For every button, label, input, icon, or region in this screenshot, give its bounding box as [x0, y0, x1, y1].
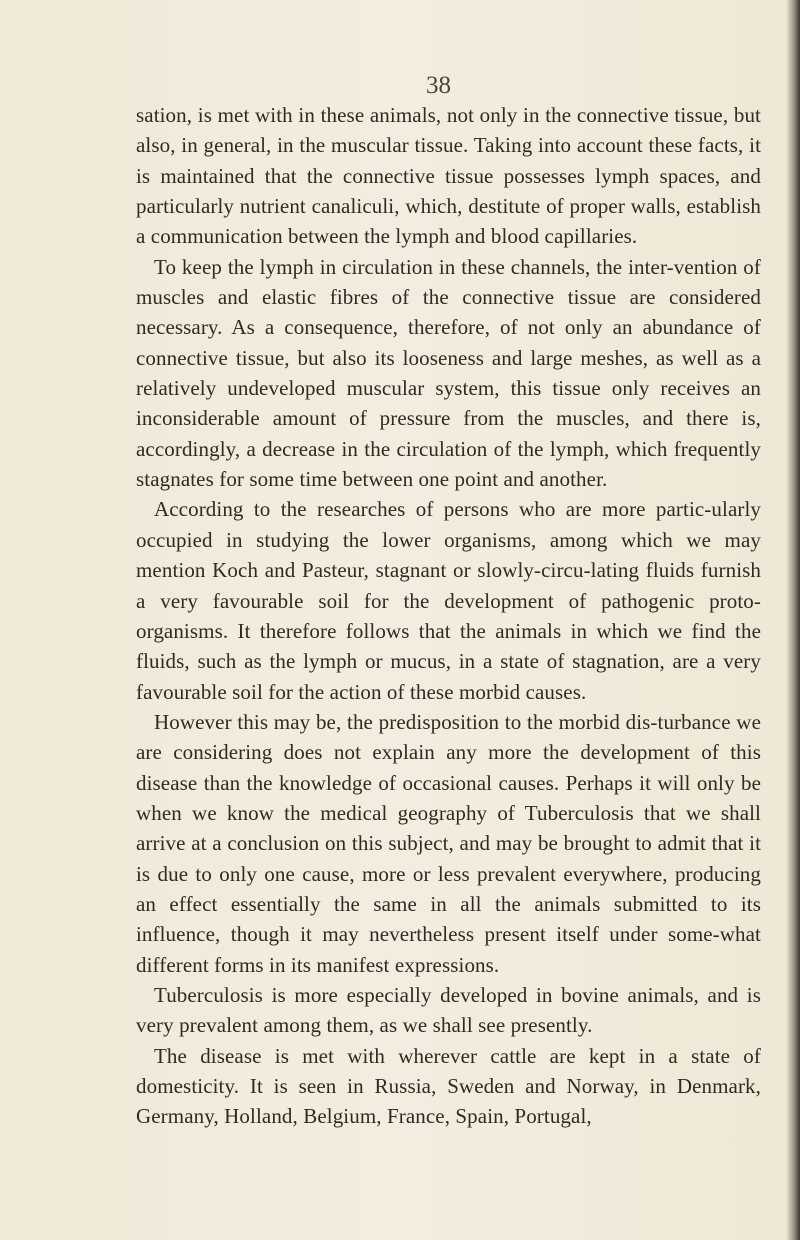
page-edge-shadow [786, 0, 800, 1240]
paragraph-2: To keep the lymph in circulation in these channels, the inter-vention of muscles and elastic fibres of the connective tissue are considered necessary. As a consequence, therefore, of not only an abundance of connective tissue, but also its looseness and large meshes, as well as a relatively undeveloped muscular system, this tissue only receives an inconsiderable amount of pressure from the muscles, and there is, accordingly, a decrease in the circulation of the lymph, which frequently stagnates for some time between one point and another. [136, 254, 761, 492]
body-text [136, 100, 761, 1132]
paragraph-1: sation, is met with in these animals, not only in the connective tissue, but also, in general, in the muscular tissue. Taking into account these facts, it is maintained that the connective tissue possesses lymph spaces, and particularly nutrient canaliculi, which, destitute of proper walls, establish a communication between the lymph and blood capillaries. [136, 103, 761, 249]
paragraph-6: The disease is met with wherever cattle are kept in a state of domesticity. It is seen in Russia, Sweden and Norway, in Denmark, Germany, Holland, Belgium, France, Spain, Portugal, [136, 1043, 761, 1129]
paragraph-4: However this may be, the predisposition to the morbid dis-turbance we are considering does not explain any more the development of this disease than the knowledge of occasional causes. Perhaps it will only be when we know the medical geography of Tuberculosis that we shall arrive at a conclusion on this subject, and may be brought to admit that it is due to only one cause, more or less prevalent everywhere, producing an effect essentially the same in all the animals submitted to its influence, though it may nevertheless present itself under some-what different forms in its manifest expressions. [136, 709, 761, 977]
paragraph-3: According to the researches of persons who are more partic-ularly occupied in studying the lower organisms, among which we may mention Koch and Pasteur, stagnant or slowly-circu-lating fluids furnish a very favourable soil for the development of pathogenic proto-organisms. It therefore follows that the animals in which we find the fluids, such as the lymph or mucus, in a state of stagnation, are a very favourable soil for the action of these morbid causes. [136, 497, 761, 704]
paragraph-5: Tuberculosis is more especially developed in bovine animals, and is very prevalent among them, as we shall see presently. [136, 982, 761, 1038]
page-number: 38 [426, 72, 451, 99]
